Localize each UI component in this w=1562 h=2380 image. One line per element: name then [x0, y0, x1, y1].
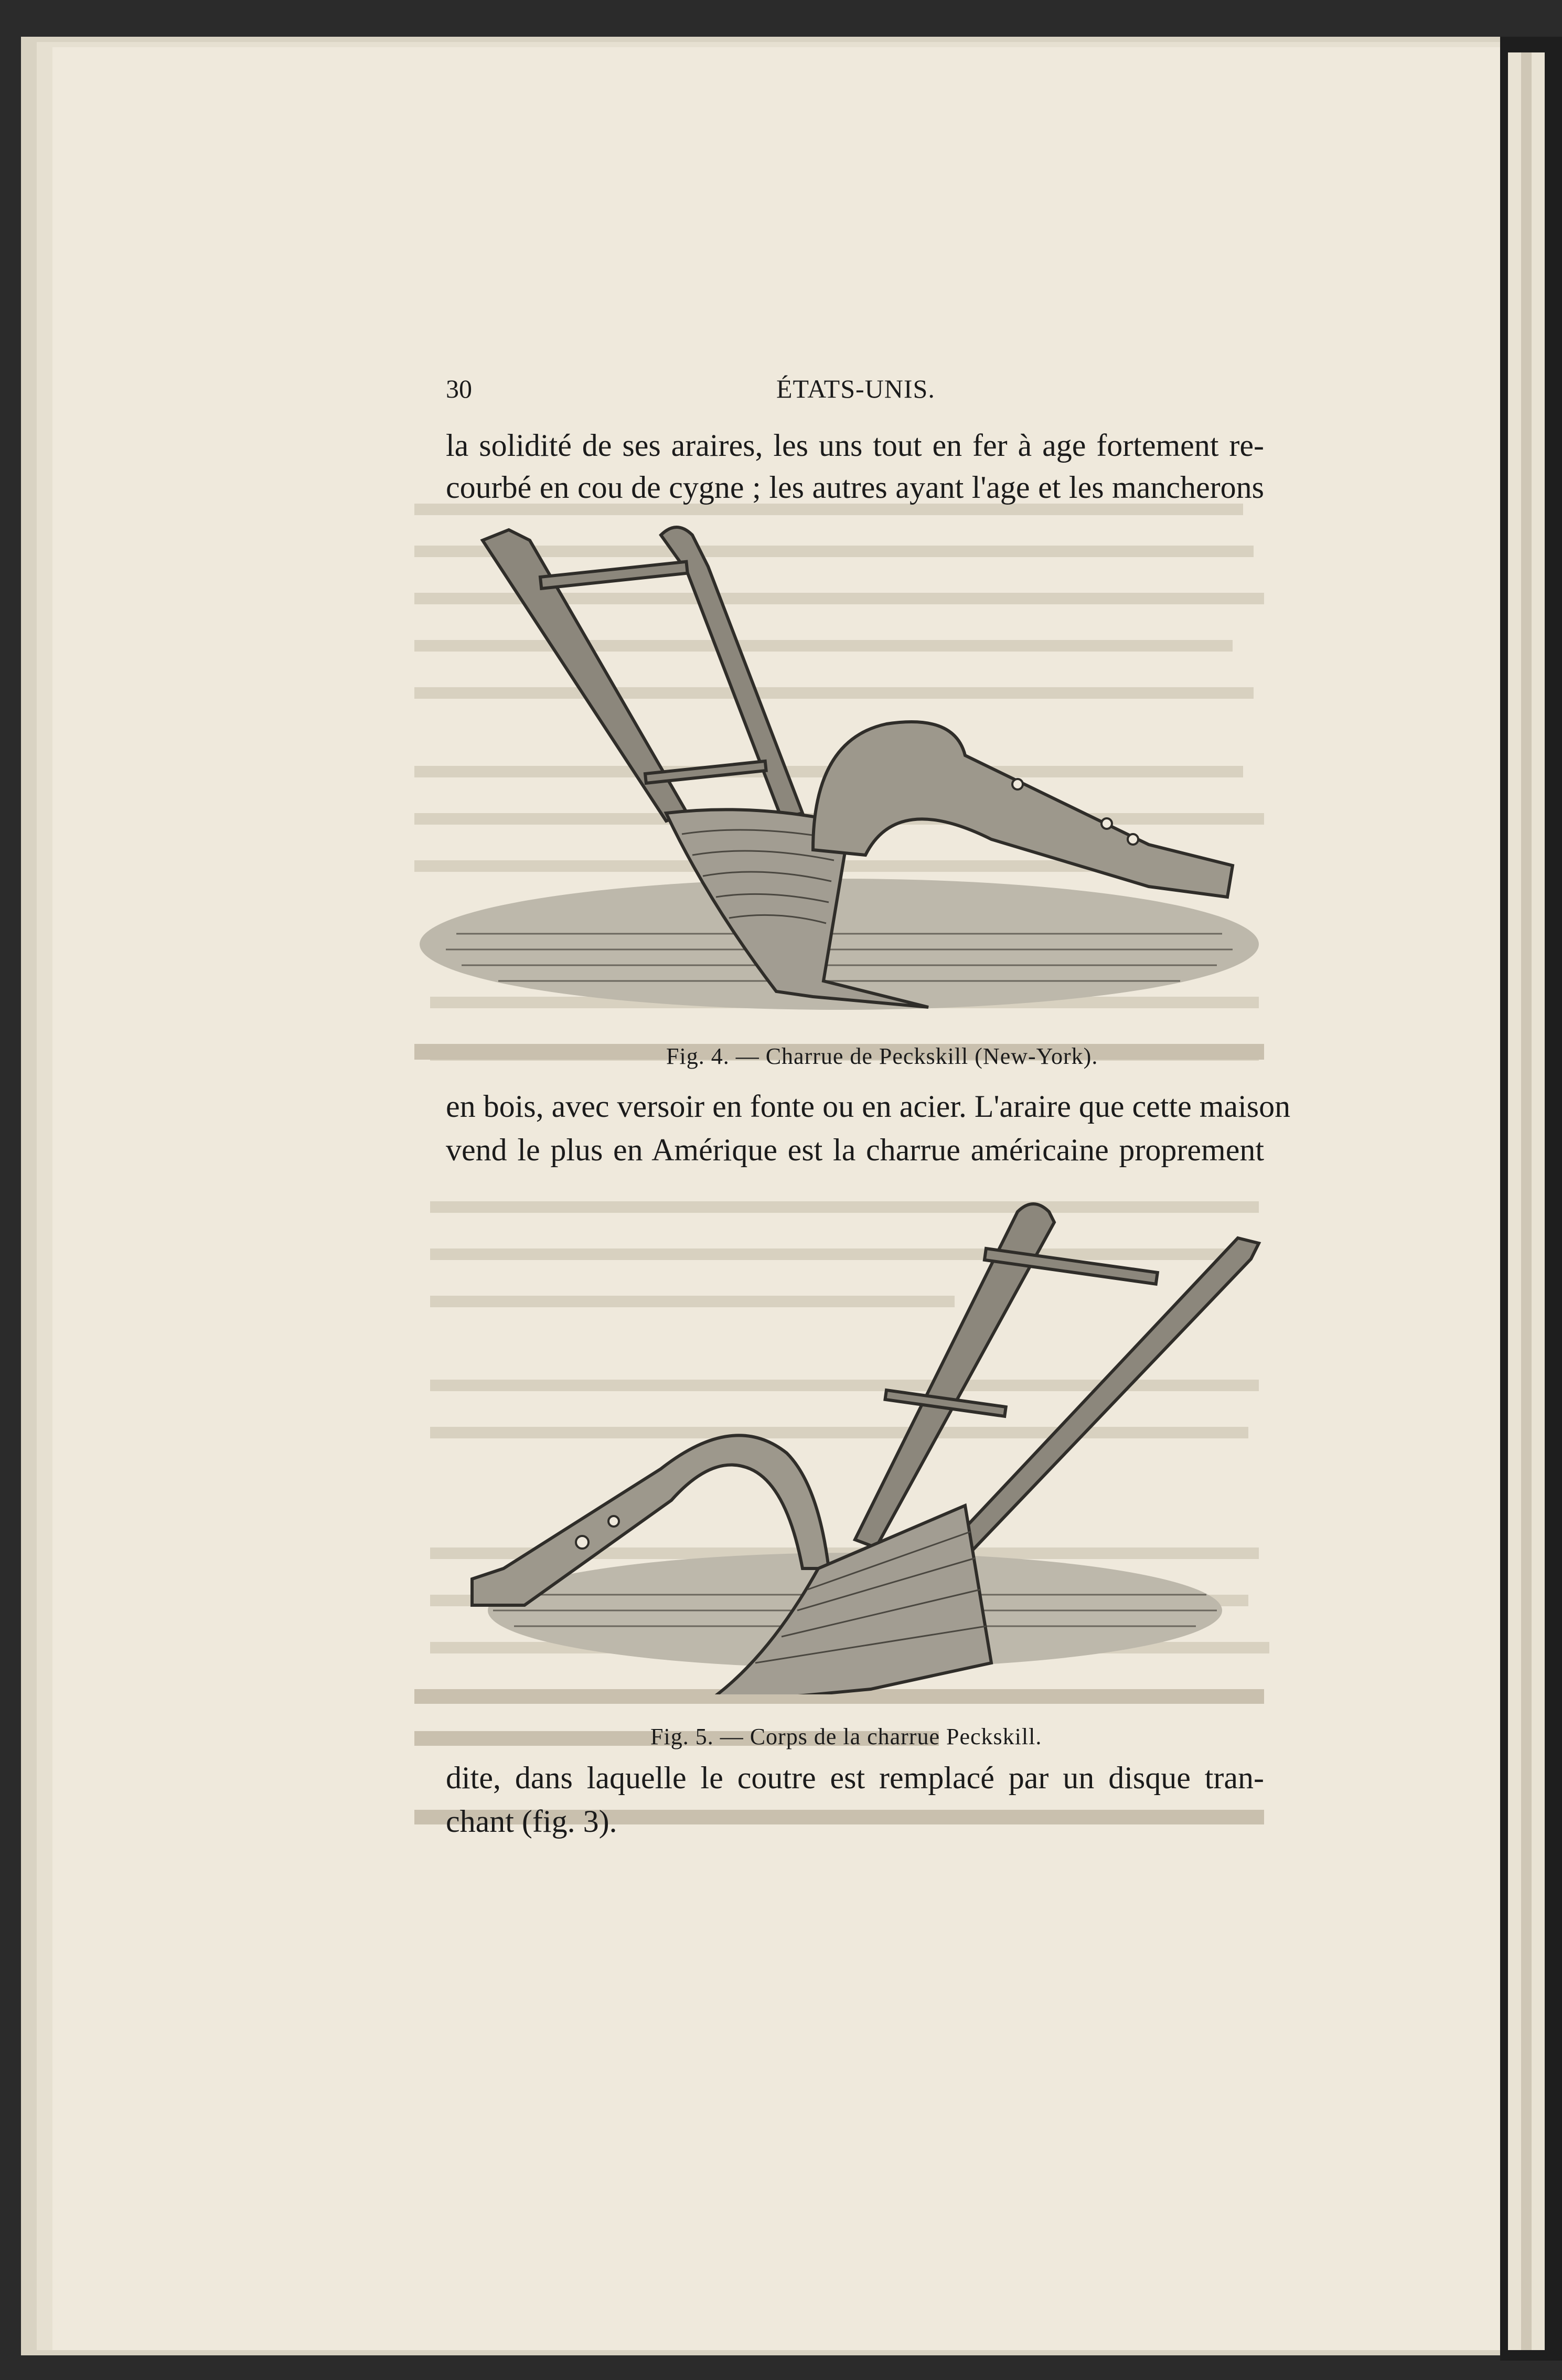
figure-5-plough-body-illustration	[441, 1191, 1269, 1694]
paragraph-line: en bois, avec versoir en fonte ou en acier. L'araire que cette maison	[446, 1089, 1291, 1124]
paragraph-line: vend le plus en Amérique est la charrue américaine proprement	[446, 1133, 1264, 1167]
running-title: ÉTATS-UNIS.	[776, 374, 935, 403]
paragraph-line: la solidité de ses araires, les uns tout en fer à age fortement re-	[446, 428, 1264, 463]
paragraph-line: chant (fig. 3).	[446, 1804, 617, 1839]
figure-4-plough-illustration	[414, 519, 1264, 1033]
figure-4-caption: Fig. 4. — Charrue de Peckskill (New-York).	[666, 1043, 1098, 1069]
figure-5-caption: Fig. 5. — Corps de la charrue Peckskill.	[650, 1724, 1042, 1749]
paragraph-line: dite, dans laquelle le coutre est remplacé par un disque tran-	[446, 1760, 1264, 1795]
crossbar	[540, 562, 688, 589]
paragraph-line: courbé en cou de cygne ; les autres ayant l'age et les mancherons	[446, 470, 1264, 505]
beam	[813, 722, 1233, 897]
page-number: 30	[446, 374, 472, 403]
